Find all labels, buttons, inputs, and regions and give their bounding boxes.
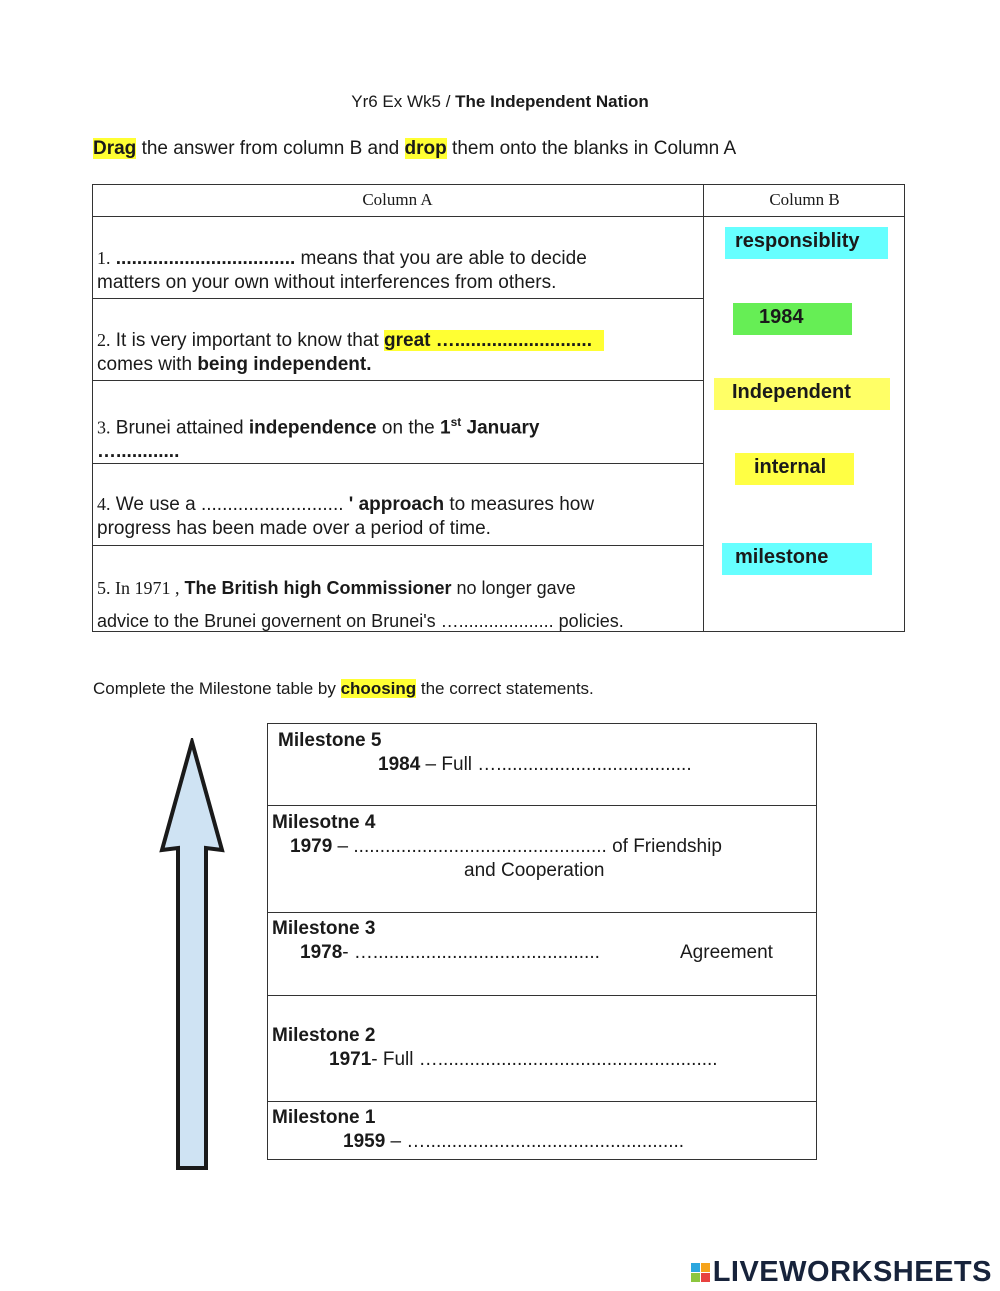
question-text: means that you are able to decide: [295, 248, 587, 269]
milestone-4-line2: and Cooperation: [464, 860, 605, 881]
question-4: [97, 492, 697, 541]
question-number: 4.: [97, 494, 111, 514]
instruction-text-2: them onto the blanks in Column A: [446, 138, 737, 159]
question-text: comes with: [97, 354, 198, 375]
answer-chip-internal[interactable]: internal: [735, 453, 854, 485]
question-5: [97, 572, 697, 638]
question-text: to measures how: [444, 494, 595, 515]
row-divider: [267, 805, 817, 806]
milestone-4-blank[interactable]: – ................................................: [332, 836, 613, 857]
row-divider: [92, 298, 703, 299]
page-title: [0, 92, 1000, 112]
answer-chip-independent[interactable]: Independent: [714, 378, 890, 410]
column-divider: [703, 184, 704, 632]
column-b-header: Column B: [769, 190, 840, 209]
drag-word: Drag: [93, 138, 137, 159]
milestone-3-blank[interactable]: - …...........................................: [342, 942, 600, 963]
question-text: matters on your own without interferences from others.: [97, 272, 557, 293]
title-main: The Independent Nation: [455, 92, 649, 111]
brand-name: LIVEWORKSHEETS: [712, 1256, 992, 1288]
blank-3[interactable]: …............: [97, 441, 180, 463]
row-divider: [267, 912, 817, 913]
milestone-text: of Friendship: [612, 836, 722, 857]
question-1: [97, 246, 697, 295]
question-text: on the: [376, 417, 441, 439]
question-text: no longer gave: [451, 578, 576, 598]
milestone-title: Milesotne 4: [272, 812, 376, 833]
ordinal-suffix: st: [450, 415, 462, 429]
milestone-4-statement: [290, 835, 722, 859]
milestone-title: Milestone 5: [278, 730, 382, 751]
milestone-title: Milestone 3: [272, 918, 376, 939]
milestone-5-title: [278, 729, 381, 753]
question-text: progress has been made over a period of time.: [97, 518, 491, 539]
milestone-3-tail: Agreement: [680, 942, 773, 963]
milestone-2-statement: [329, 1048, 718, 1072]
blank-5[interactable]: advice to the Brunei governent on Brunei's …...................: [97, 611, 559, 631]
choosing-word: choosing: [340, 679, 417, 698]
header-divider: [92, 216, 905, 217]
milestone-2-title: [272, 1024, 375, 1048]
milestone-3-statement: [300, 941, 600, 965]
question-bold: 1: [440, 417, 451, 439]
answer-chip-milestone[interactable]: milestone: [722, 543, 872, 575]
question-bold: being independent.: [197, 354, 372, 375]
blank-2[interactable]: great …..........................: [384, 330, 604, 351]
milestone-instruction: [93, 679, 594, 699]
row-divider: [92, 380, 703, 381]
milestone-title: Milestone 1: [272, 1107, 376, 1128]
milestone-3-title: [272, 917, 375, 941]
blank-4[interactable]: We use a ...........................: [110, 494, 349, 515]
question-number: 3.: [97, 417, 111, 438]
instruction-text: the correct statements.: [416, 679, 594, 698]
question-2: [97, 328, 697, 377]
milestone-5-statement: [378, 753, 692, 777]
question-text: Brunei attained: [110, 417, 249, 439]
question-bold: ' approach: [348, 494, 445, 515]
up-arrow-icon: [158, 738, 228, 1174]
question-number: 1.: [97, 248, 111, 268]
blank-1[interactable]: ..................................: [115, 248, 296, 269]
question-number: 5. In 1971 ,: [97, 578, 180, 598]
milestone-year: 1979: [290, 836, 333, 857]
milestone-2-blank[interactable]: - Full ….....................................................: [371, 1049, 718, 1070]
row-divider: [267, 1101, 817, 1102]
milestone-5-blank[interactable]: – Full ….....................................: [420, 754, 692, 775]
milestone-1-statement: [343, 1130, 684, 1154]
question-text: policies.: [558, 611, 624, 631]
row-divider: [267, 995, 817, 996]
logo-mark-icon: [691, 1263, 710, 1282]
instruction-text-1: the answer from column B and: [136, 138, 405, 159]
liveworksheets-logo: [691, 1256, 992, 1289]
milestone-year: 1978: [300, 942, 343, 963]
question-bold: January: [461, 417, 540, 439]
milestone-1-title: [272, 1106, 375, 1130]
milestone-year: 1959: [343, 1131, 386, 1152]
milestone-title: Milestone 2: [272, 1025, 376, 1046]
title-prefix: Yr6 Ex Wk5 /: [351, 92, 456, 111]
drag-drop-instruction: [93, 138, 736, 160]
instruction-text: Complete the Milestone table by: [93, 679, 341, 698]
question-3: [97, 410, 697, 464]
milestone-4-title: [272, 811, 375, 835]
column-a-header: Column A: [362, 190, 433, 209]
milestone-1-blank[interactable]: – ….................................................: [385, 1131, 685, 1152]
question-bold: The British high Commissioner: [179, 578, 452, 598]
milestone-year: 1984: [378, 754, 421, 775]
question-number: 2.: [97, 330, 111, 350]
row-divider: [92, 545, 703, 546]
question-bold: independence: [248, 417, 377, 439]
answer-chip-1984[interactable]: 1984: [733, 303, 852, 335]
drop-word: drop: [404, 138, 447, 159]
milestone-year: 1971: [329, 1049, 372, 1070]
answer-chip-responsiblity[interactable]: responsiblity: [725, 227, 888, 259]
question-text: It is very important to know that: [110, 330, 384, 351]
